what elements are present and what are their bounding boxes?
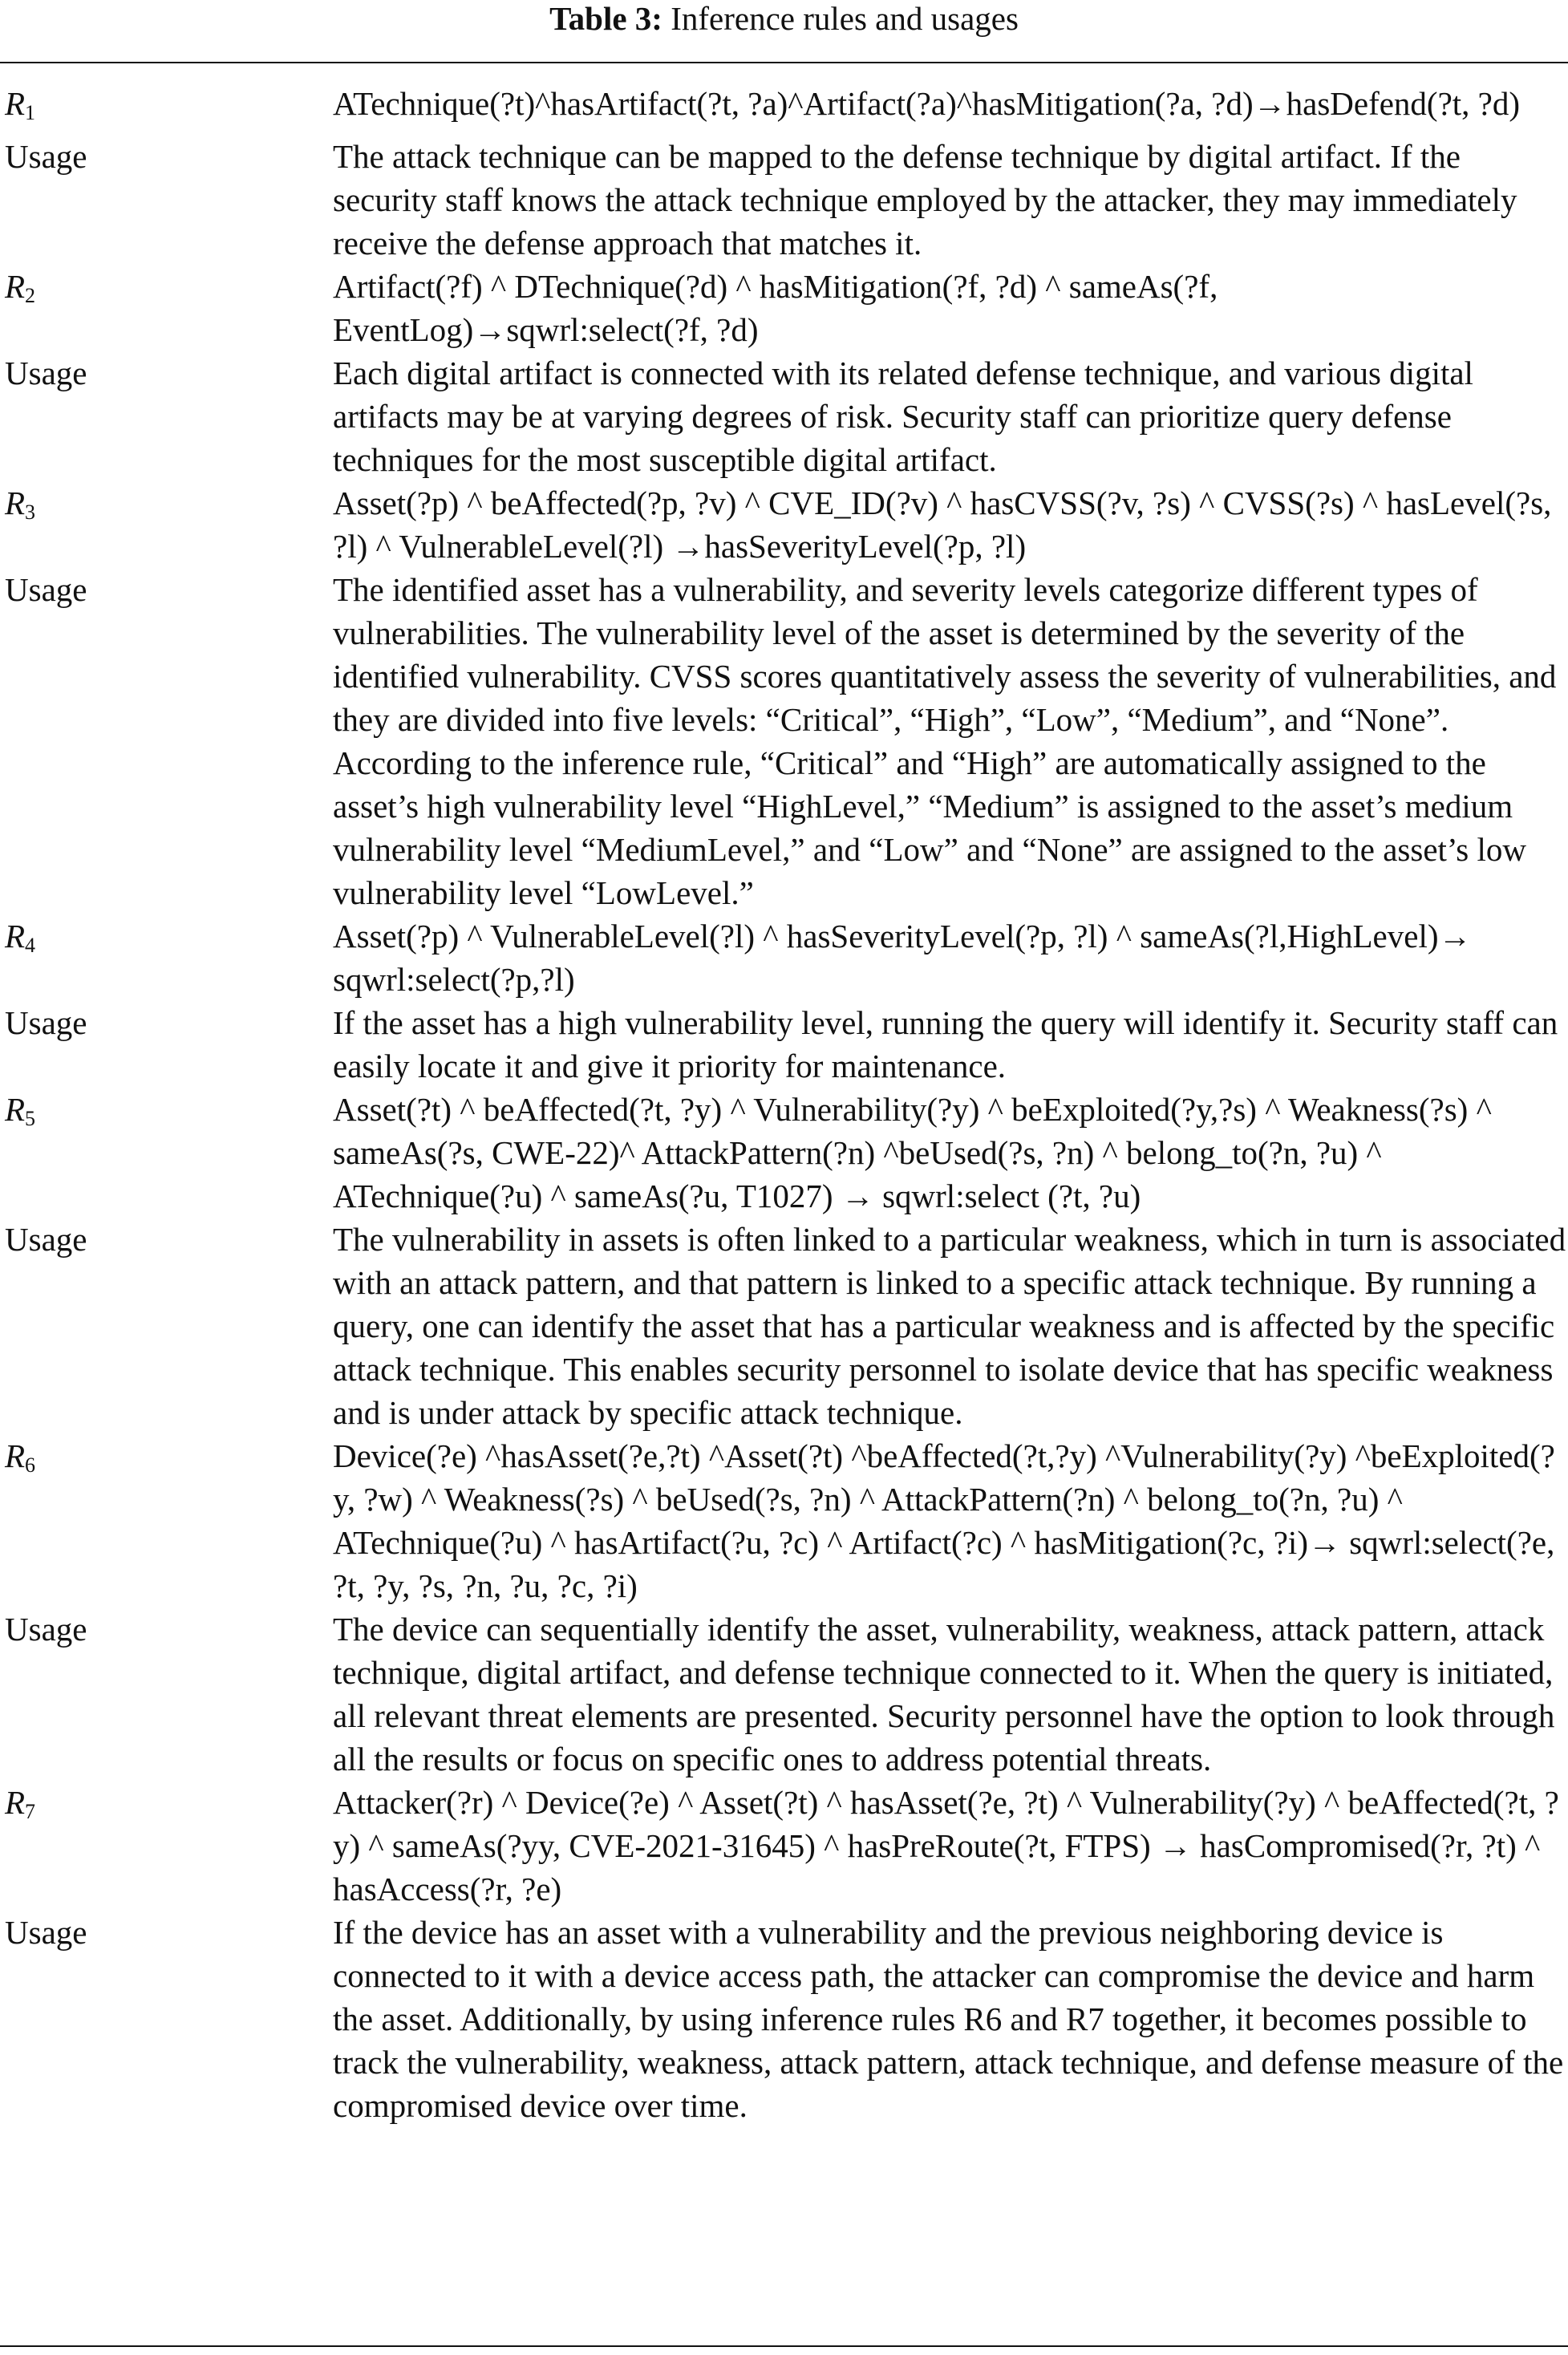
table-row [0,1781,1568,1911]
table-row [0,135,1568,265]
usage-text: The identified asset has a vulnerability, and severity levels categorize different types of vulnerabilities. The vulnerability level of the asset is determined by the severity of the identified vulnerability. CVSS scores quantitatively assess the severity of vulnerabilities, and they are divided into five levels: “Critical”, “High”, “Low”, “Medium”, and “None”. According to the inference rule, “Critical” and “High” are automatically assigned to the asset’s high vulnerability level “HighLevel,” “Medium” is assigned to the asset’s medium vulnerability level “MediumLevel,” and “Low” and “None” are assigned to the asset’s low vulnerability level “LowLevel.” [333,571,1557,911]
table-row [0,1911,1568,2127]
table-row [0,265,1568,351]
usage-label: Usage [5,138,87,175]
usage-text: If the asset has a high vulnerability level, running the query will identify it. Security staff can easily locate it and give it priority for maintenance. [333,1004,1558,1084]
table-row [0,1088,1568,1218]
bottom-rule [0,2345,1568,2347]
usage-label: Usage [5,1914,87,1951]
caption-title: Inference rules and usages [671,0,1019,37]
table-row [0,1001,1568,1088]
rule-label: $R_1$ [5,85,36,124]
usage-text: The vulnerability in assets is often linked to a particular weakness, which in turn is associated with an attack pattern, and that pattern is linked to a specific attack technique. By running a query, one can identify the asset that has a particular weakness and is affected by the specific attack technique. This enables security personnel to isolate device that has specific weakness and is under attack by specific attack technique. [333,1221,1566,1431]
rule-text: Attacker(?r) ^ Device(?e) ^ Asset(?t) ^ hasAsset(?e, ?t) ^ Vulnerability(?y) ^ beAffected(?t, ?y) ^ sameAs(?yy, CVE-2021-31645) ^ hasPreRoute(?t, FTPS) → hasCompromised(?r, ?t) ^ hasAccess(?r, ?e) [333,1784,1559,1907]
rule-label: $R_7$ [5,1784,36,1823]
usage-label: Usage [5,1004,87,1041]
table-caption [0,0,1568,37]
usage-label: Usage [5,1611,87,1648]
top-rule [0,62,1568,63]
table-row [0,82,1568,135]
rule-text: Asset(?p) ^ beAffected(?p, ?v) ^ CVE_ID(?v) ^ hasCVSS(?v, ?s) ^ CVSS(?s) ^ hasLevel(?s, ?l) ^ VulnerableLevel(?l) →hasSeverityLevel(?p, ?l) [333,484,1552,565]
usage-text: Each digital artifact is connected with its related defense technique, and various digital artifacts may be at varying degrees of risk. Security staff can prioritize query defense techniques for the most susceptible digital artifact. [333,355,1473,478]
table-row [0,1607,1568,1781]
table-row [0,351,1568,481]
rule-label: $R_3$ [5,484,36,524]
rule-label: $R_5$ [5,1091,36,1130]
usage-label: Usage [5,1221,87,1258]
table-row [0,481,1568,568]
usage-text: The attack technique can be mapped to the defense technique by digital artifact. If the security staff knows the attack technique employed by the attacker, they may immediately receive the defense approach that matches it. [333,138,1517,261]
rules-table [0,82,1568,2127]
rule-label: $R_2$ [5,268,36,307]
table-row [0,1218,1568,1434]
rule-text: Device(?e) ^hasAsset(?e,?t) ^Asset(?t) ^beAffected(?t,?y) ^Vulnerability(?y) ^beExploited(?y, ?w) ^ Weakness(?s) ^ beUsed(?s, ?n) ^ AttackPattern(?n) ^ belong_to(?n, ?u) ^ ATechnique(?u) ^ hasArtifact(?u, ?c) ^ Artifact(?c) ^ hasMitigation(?c, ?i)→ sqwrl:select(?e, ?t, ?y, ?s, ?n, ?u, ?c, ?i) [333,1437,1555,1604]
usage-label: Usage [5,355,87,391]
rule-text: Asset(?t) ^ beAffected(?t, ?y) ^ Vulnerability(?y) ^ beExploited(?y,?s) ^ Weakness(?s) ^ sameAs(?s, CWE-22)^ AttackPattern(?n) ^beUsed(?s, ?n) ^ belong_to(?n, ?u) ^ ATechnique(?u) ^ sameAs(?u, T1027) → sqwrl:select (?t, ?u) [333,1091,1492,1214]
rule-label: $R_4$ [5,918,36,957]
table-row [0,568,1568,914]
rule-text: Artifact(?f) ^ DTechnique(?d) ^ hasMitigation(?f, ?d) ^ sameAs(?f, EventLog)→sqwrl:select(?f, ?d) [333,268,1218,348]
table-row [0,1434,1568,1607]
rule-text: Asset(?p) ^ VulnerableLevel(?l) ^ hasSeverityLevel(?p, ?l) ^ sameAs(?l,HighLevel)→ sqwrl:select(?p,?l) [333,918,1472,998]
rule-label: $R_6$ [5,1437,36,1477]
table-row [0,914,1568,1001]
caption-label: Table 3: [549,0,662,37]
usage-label: Usage [5,571,87,608]
usage-text: If the device has an asset with a vulnerability and the previous neighboring device is connected to it with a device access path, the attacker can compromise the device and harm the asset. Additionally, by using inference rules R6 and R7 together, it becomes possible to track the vulnerability, weakness, attack pattern, attack technique, and defense measure of the compromised device over time. [333,1914,1564,2124]
rule-text: ATechnique(?t)^hasArtifact(?t, ?a)^Artifact(?a)^hasMitigation(?a, ?d)→hasDefend(?t, ?d) [333,85,1521,122]
usage-text: The device can sequentially identify the asset, vulnerability, weakness, attack pattern, attack technique, digital artifact, and defense technique connected to it. When the query is initiated, all relevant threat elements are presented. Security personnel have the option to look through all the results or focus on specific ones to address potential threats. [333,1611,1555,1777]
